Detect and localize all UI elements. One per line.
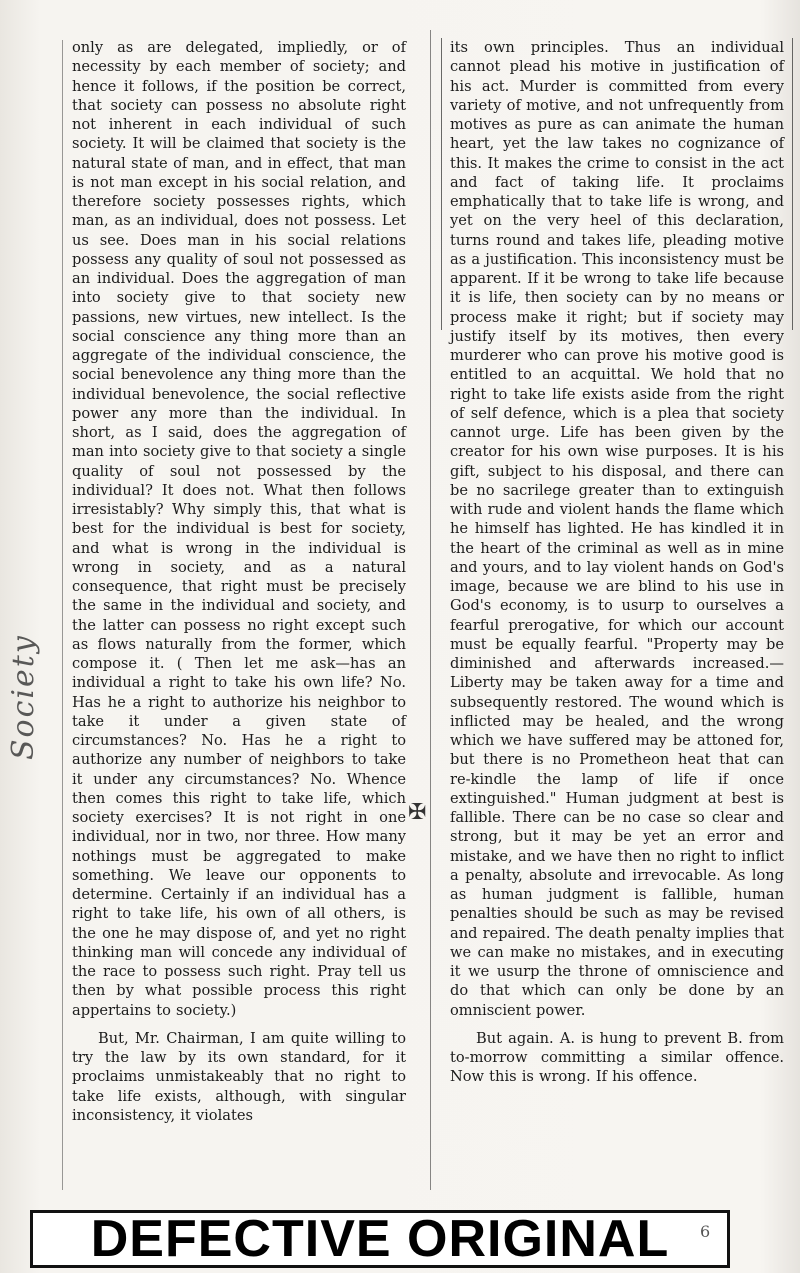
page-number: 6 <box>700 1222 711 1241</box>
handwritten-margin-note: Society <box>6 634 41 760</box>
column-divider <box>430 30 431 1190</box>
left-column <box>72 38 406 1125</box>
defective-original-stamp: DEFECTIVE ORIGINAL <box>30 1210 730 1268</box>
right-column <box>450 38 784 1087</box>
right-paragraph-2: But again. A. is hung to prevent B. from to-morrow committing a similar offence. Now this is wrong. If his offence. <box>450 1029 784 1086</box>
left-paragraph-2: But, Mr. Chairman, I am quite willing to try the law by its own standard, for it proclaims unmistakeably that no right to take life exists, although, with singular inconsistency, it violates <box>72 1029 406 1124</box>
left-column-rule <box>62 40 63 1190</box>
left-paragraph-1: only as are delegated, impliedly, or of necessity by each member of society; and hence it follows, if the position be correct, that society can possess no absolute right not inherent in each individual of such society. It will be claimed that society is the natural state of man, and in effect, that man is not man except in his social relation, and therefore society possesses rights, which man, as an individual, does not possess. Let us see. Does man in his social relations possess any quality of soul not possessed as an individual. Does the aggregation of man into society give to that society new passions, new virtues, new intellect. Is the social conscience any thing more than an aggregate of the individual conscience, the social benevolence any thing more than the individual benevolence, the social reflective power any more than the individual. In short, as I said, does the aggregation of man into society give to that society a single quality of soul not possessed by the individual? It does not. What then follows irresistably? Why simply this, that what is best for the individual is best for society, and what is wrong in the individual is wrong in society, and as a natural consequence, that right must be precisely the same in the individual and society, and the latter can possess no right except such as flows naturally from the former, which compose it. ( Then let me ask—has an individual a right to take his own life? No. Has he a right to authorize his neighbor to take it under a given state of circumstances? No. Has he a right to authorize any number of neighbors to take it under any circumstances? No. Whence then comes this right to take life, which society exercises? It is not right in one individual, nor in two, nor three. How many nothings must be aggregated to make something. We leave our opponents to determine. Certainly if an individual has a right to take life, his own of all others, is the one he may dispose of, and yet no right thinking man will concede any individual of the race to possess such right. Pray tell us then by what possible process this right appertains to society.) <box>72 39 406 1019</box>
margin-mark: ✠ <box>408 800 427 825</box>
right-paragraph-1: its own principles. Thus an individual cannot plead his motive in justification of his act. Murder is committed from every variety of motive, and not unfrequently from motives as pure as can animate the human heart, yet the law takes no cognizance of this. It makes the crime to consist in the act and fact of taking life. It proclaims emphatically that to take life is wrong, and yet on the very heel of this declaration, turns round and takes life, pleading motive as a justification. This inconsistency must be apparent. If it be wrong to take life because it is life, then society can by no means or process make it right; but if society may justify itself by its motives, then every murderer who can prove his motive good is entitled to an acquittal. We hold that no right to take life exists aside from the right of self defence, which is a plea that society cannot urge. Life has been given by the creator for his own wise purposes. It is his gift, subject to his disposal, and there can be no sacrilege greater than to extinguish with rude and violent hands the flame which he himself has lighted. He has kindled it in the heart of the criminal as well as in mine and yours, and to lay violent hands on God's image, because we are blind to his use in God's economy, is to usurp to ourselves a fearful prerogative, for which our account must be equally fearful. "Property may be diminished and afterwards increased.—Liberty may be taken away for a time and subsequently restored. The wound which is inflicted may be healed, and the wrong which we have suffered may be attoned for, but there is no Prometheon heat that can re-kindle the lamp of life if once extinguished." Human judgment at best is fallible. There can be no case so clear and strong, but it may be yet an error and mistake, and we have then no right to inflict a penalty, absolute and irrevocable. As long as human judgment is fallible, human penalties should be such as may be revised and repaired. The death penalty implies that we can make no mistakes, and in executing it we usurp the throne of omniscience and do that which can only be done by an omniscient power. <box>450 39 784 1019</box>
